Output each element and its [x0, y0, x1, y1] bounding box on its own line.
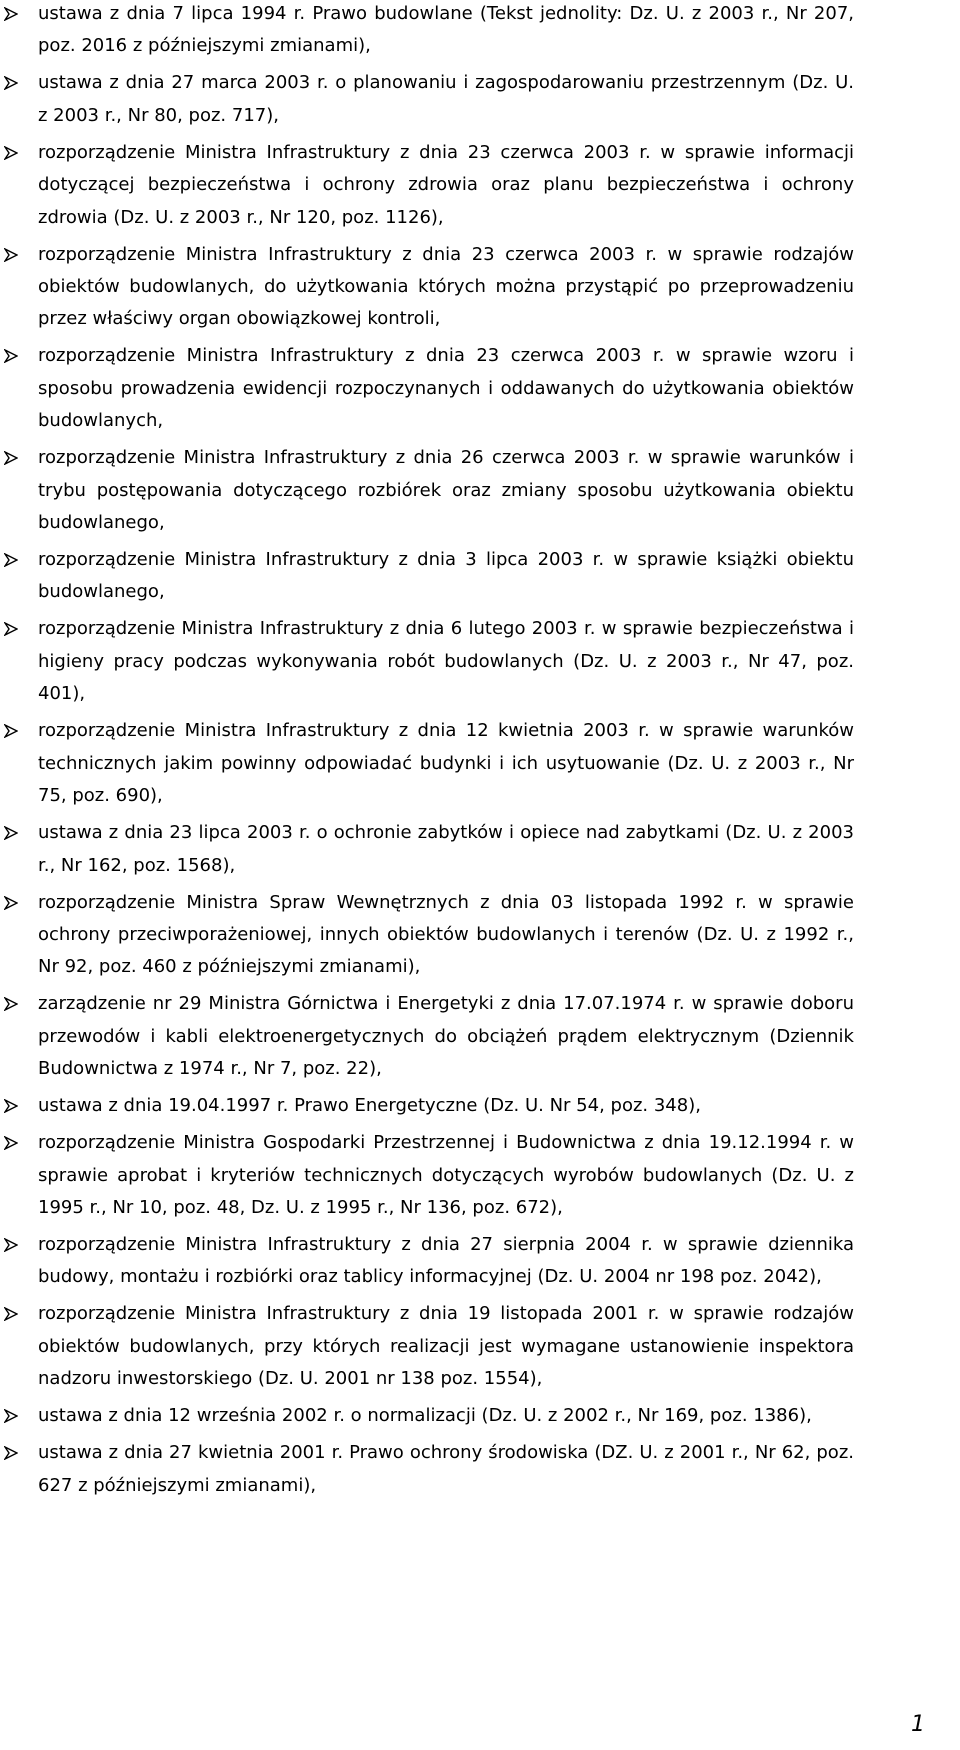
- arrowhead-bullet-icon: [4, 7, 18, 21]
- arrowhead-bullet-icon: [4, 1307, 18, 1321]
- arrowhead-bullet-icon: [4, 451, 18, 465]
- list-item-text: ustawa z dnia 19.04.1997 r. Prawo Energetyczne (Dz. U. Nr 54, poz. 348),: [38, 1095, 701, 1117]
- list-item: [38, 0, 854, 63]
- list-item-text: rozporządzenie Ministra Infrastruktury z dnia 19 listopada 2001 r. w sprawie rodzajów obiektów budowlanych, przy których realizacji jest wymagane ustanowienie inspektora nadzoru inwestorskiego (Dz. U. 2001 nr 138 poz. 1554),: [38, 1303, 854, 1390]
- list-item: [38, 1400, 854, 1432]
- list-item-text: rozporządzenie Ministra Infrastruktury z dnia 6 lutego 2003 r. w sprawie bezpieczeństwa i higieny pracy podczas wykonywania robót budowlanych (Dz. U. z 2003 r., Nr 47, poz. 401),: [38, 618, 854, 705]
- list-item: [38, 1437, 854, 1502]
- arrowhead-bullet-icon: [4, 76, 18, 90]
- arrowhead-bullet-icon: [4, 1446, 18, 1460]
- list-item-text: rozporządzenie Ministra Infrastruktury z dnia 23 czerwca 2003 r. w sprawie informacji dotyczącej bezpieczeństwa i ochrony zdrowia oraz planu bezpieczeństwa i ochrony zdrowia (Dz. U. z 2003 r., Nr 120, poz. 1126),: [38, 141, 854, 228]
- arrowhead-bullet-icon: [4, 896, 18, 910]
- arrowhead-bullet-icon: [4, 622, 18, 636]
- list-item-text: rozporządzenie Ministra Infrastruktury z dnia 23 czerwca 2003 r. w sprawie wzoru i sposobu prowadzenia ewidencji rozpoczynanych i oddawanych do użytkowania obiektów budowlanych,: [38, 345, 854, 432]
- arrowhead-bullet-icon: [4, 724, 18, 738]
- list-item: [38, 887, 854, 984]
- list-item: [38, 613, 854, 710]
- list-item-text: ustawa z dnia 7 lipca 1994 r. Prawo budowlane (Tekst jednolity: Dz. U. z 2003 r., Nr 207, poz. 2016 z późniejszymi zmianami),: [38, 3, 854, 57]
- arrowhead-bullet-icon: [4, 1409, 18, 1423]
- arrowhead-bullet-icon: [4, 1099, 18, 1113]
- list-item: [38, 544, 854, 609]
- list-item-text: rozporządzenie Ministra Infrastruktury z dnia 3 lipca 2003 r. w sprawie książki obiektu budowlanego,: [38, 549, 854, 603]
- list-item: [38, 442, 854, 539]
- list-item: [38, 715, 854, 812]
- list-item-text: ustawa z dnia 27 kwietnia 2001 r. Prawo ochrony środowiska (DZ. U. z 2001 r., Nr 62, poz. 627 z późniejszymi zmianami),: [38, 1442, 854, 1496]
- arrowhead-bullet-icon: [4, 248, 18, 262]
- list-item-text: rozporządzenie Ministra Gospodarki Przestrzennej i Budownictwa z dnia 19.12.1994 r. w sprawie aprobat i kryteriów technicznych dotyczących wyrobów budowlanych (Dz. U. z 1995 r., Nr 10, poz. 48, Dz. U. z 1995 r., Nr 136, poz. 672),: [38, 1132, 854, 1218]
- list-item: [38, 67, 854, 132]
- arrowhead-bullet-icon: [4, 553, 18, 567]
- list-item-text: rozporządzenie Ministra Spraw Wewnętrznych z dnia 03 listopada 1992 r. w sprawie ochrony przeciwporażeniowej, innych obiektów budowlanych i terenów (Dz. U. z 1992 r., Nr 92, poz. 460 z późniejszymi zmianami),: [38, 891, 854, 978]
- list-item-text: rozporządzenie Ministra Infrastruktury z dnia 26 czerwca 2003 r. w sprawie warunków i trybu postępowania dotyczącego rozbiórek oraz zmiany sposobu użytkowania obiektu budowlanego,: [38, 447, 854, 534]
- list-item: [38, 1229, 854, 1294]
- arrowhead-bullet-icon: [4, 349, 18, 363]
- list-item-text: ustawa z dnia 27 marca 2003 r. o planowaniu i zagospodarowaniu przestrzennym (Dz. U. z 2003 r., Nr 80, poz. 717),: [38, 72, 854, 126]
- list-item-text: zarządzenie nr 29 Ministra Górnictwa i Energetyki z dnia 17.07.1974 r. w sprawie doboru przewodów i kabli elektroenergetycznych do obciążeń prądem elektrycznym (Dziennik Budownictwa z 1974 r., Nr 7, poz. 22),: [38, 993, 854, 1080]
- arrowhead-bullet-icon: [4, 997, 18, 1011]
- list-item: [38, 239, 854, 336]
- list-item: [38, 340, 854, 437]
- list-item-text: ustawa z dnia 23 lipca 2003 r. o ochronie zabytków i opiece nad zabytkami (Dz. U. z 2003 r., Nr 162, poz. 1568),: [38, 822, 854, 876]
- list-item-text: ustawa z dnia 12 września 2002 r. o normalizacji (Dz. U. z 2002 r., Nr 169, poz. 1386),: [38, 1405, 812, 1427]
- list-item: [38, 1127, 854, 1224]
- list-item-text: rozporządzenie Ministra Infrastruktury z dnia 12 kwietnia 2003 r. w sprawie warunków technicznych jakim powinny odpowiadać budynki i ich usytuowanie (Dz. U. z 2003 r., Nr 75, poz. 690),: [38, 720, 854, 807]
- list-item-text: rozporządzenie Ministra Infrastruktury z dnia 23 czerwca 2003 r. w sprawie rodzajów obiektów budowlanych, do użytkowania których można przystąpić po przeprowadzeniu przez właściwy organ obowiązkowej kontroli,: [38, 243, 854, 330]
- arrowhead-bullet-icon: [4, 826, 18, 840]
- page-number: 1: [911, 1712, 925, 1737]
- list-item: [38, 1298, 854, 1395]
- arrowhead-bullet-icon: [4, 1238, 18, 1252]
- list-item: [38, 1090, 854, 1122]
- list-item: [38, 817, 854, 882]
- arrowhead-bullet-icon: [4, 1136, 18, 1150]
- list-item-text: rozporządzenie Ministra Infrastruktury z dnia 27 sierpnia 2004 r. w sprawie dziennika budowy, montażu i rozbiórki oraz tablicy informacyjnej (Dz. U. 2004 nr 198 poz. 2042),: [38, 1233, 854, 1288]
- arrowhead-bullet-icon: [4, 146, 18, 160]
- list-item: [38, 137, 854, 234]
- list-item: [38, 988, 854, 1085]
